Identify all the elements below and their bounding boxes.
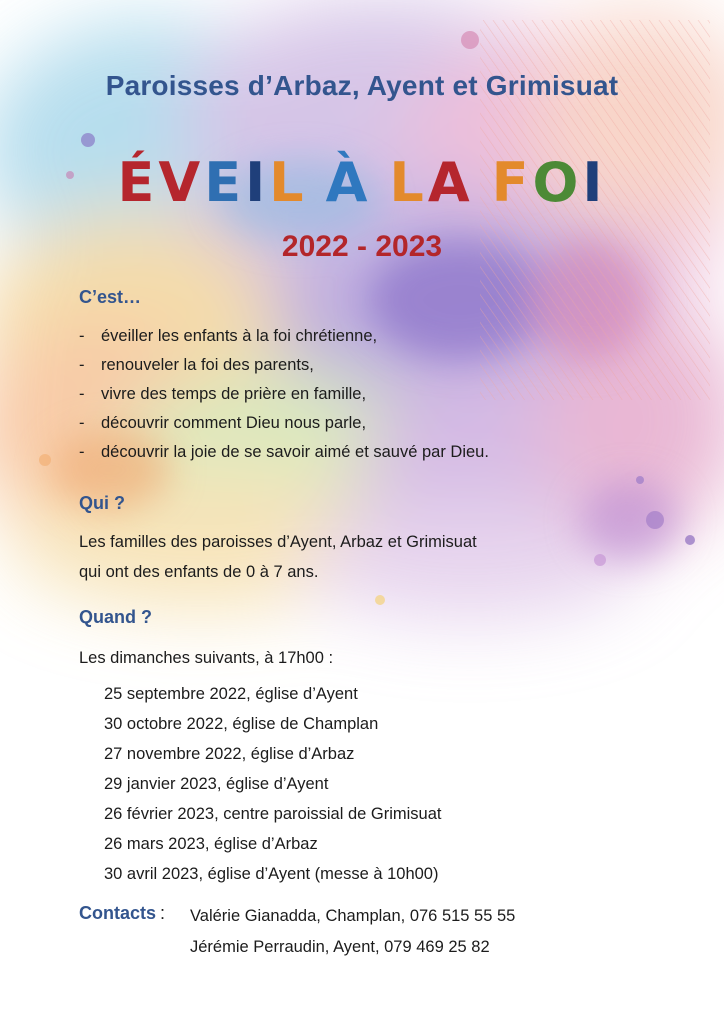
title-space: [371, 148, 389, 218]
title-space: [308, 148, 326, 218]
dash-bullet: -: [79, 443, 85, 461]
date-item: 27 novembre 2022, église d’Arbaz: [104, 745, 355, 763]
list-item: [79, 351, 489, 380]
date-item: 26 mars 2023, église d’Arbaz: [104, 835, 318, 853]
qui-heading: Qui ?: [79, 493, 125, 513]
list-item: [79, 322, 489, 351]
title-letter: V: [158, 151, 205, 214]
title-letter: I: [245, 151, 270, 214]
date-item: 29 janvier 2023, église d’Ayent: [104, 775, 329, 793]
title-letter: A: [427, 151, 474, 214]
title-letter: É: [117, 151, 159, 214]
parishes-heading: Paroisses d’Arbaz, Ayent et Grimisuat: [105, 70, 619, 101]
contacts-label: [79, 903, 165, 924]
dash-bullet: -: [79, 327, 85, 345]
title-letter: O: [532, 151, 583, 214]
title-letter: L: [389, 151, 428, 214]
title-letter: E: [204, 151, 246, 214]
title-letter: À: [325, 151, 372, 214]
dates-list: [104, 679, 442, 889]
contacts-colon: :: [160, 903, 166, 923]
list-item-text: éveiller les enfants à la foi chrétienne,: [101, 327, 378, 345]
date-item: 25 septembre 2022, église d’Ayent: [104, 685, 358, 703]
list-item-text: découvrir comment Dieu nous parle,: [101, 414, 367, 432]
dash-bullet: -: [79, 385, 85, 403]
qui-line-1: Les familles des paroisses d’Ayent, Arbaz et Grimisuat: [79, 533, 477, 551]
quand-heading: Quand ?: [79, 607, 152, 627]
qui-line-2: qui ont des enfants de 0 à 7 ans.: [79, 563, 319, 581]
list-item-text: renouveler la foi des parents,: [101, 356, 314, 374]
title-letter: I: [582, 151, 607, 214]
year-range: 2022 - 2023: [281, 230, 443, 263]
cest-list: [79, 322, 489, 467]
cest-heading: C’est…: [79, 287, 142, 307]
contact-line: Jérémie Perraudin, Ayent, 079 469 25 82: [190, 938, 490, 956]
title-letter: F: [491, 151, 533, 214]
list-item: [79, 380, 489, 409]
quand-intro: Les dimanches suivants, à 17h00 :: [79, 649, 334, 667]
list-item: [79, 409, 489, 438]
date-item: 26 février 2023, centre paroissial de Grimisuat: [104, 805, 442, 823]
list-item-text: vivre des temps de prière en famille,: [101, 385, 367, 403]
list-item: [79, 438, 489, 467]
list-item-text: découvrir la joie de se savoir aimé et sauvé par Dieu.: [101, 443, 489, 461]
main-title: [0, 148, 724, 218]
dash-bullet: -: [79, 356, 85, 374]
title-space: [474, 148, 492, 218]
title-letter: L: [269, 151, 308, 214]
contacts-label-text: Contacts: [79, 903, 157, 923]
dash-bullet: -: [79, 414, 85, 432]
contact-line: Valérie Gianadda, Champlan, 076 515 55 55: [190, 907, 516, 925]
date-item: 30 avril 2023, église d’Ayent (messe à 10h00): [104, 865, 439, 883]
date-item: 30 octobre 2022, église de Champlan: [104, 715, 379, 733]
